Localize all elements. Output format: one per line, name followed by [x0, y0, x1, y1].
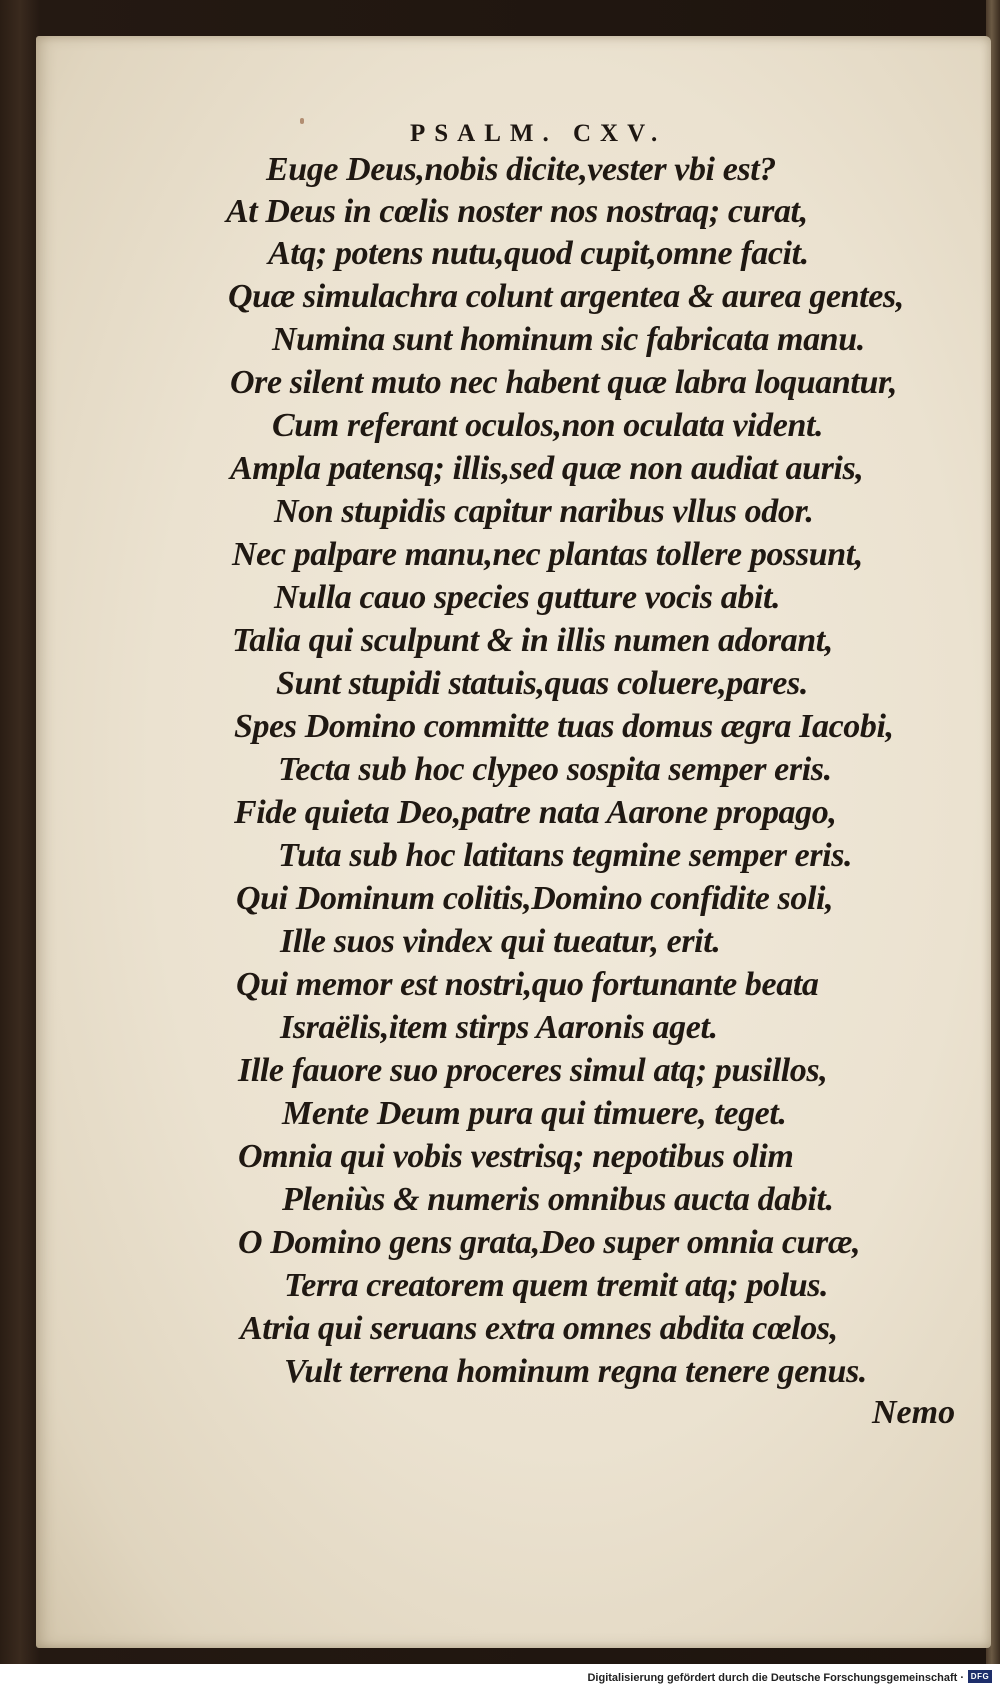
verse-line: Vult terrena hominum regna tenere genus. — [284, 1353, 867, 1390]
verse-line: Euge Deus,nobis dicite,vester vbi est? — [266, 151, 776, 188]
verse-line: Ampla patensq; illis,sed quæ non audiat auris, — [230, 450, 864, 487]
verse-line: At Deus in cœlis noster nos nostraq; curat, — [226, 193, 808, 230]
verse-line: Pleniùs & numeris omnibus aucta dabit. — [282, 1181, 834, 1218]
ink-speck — [300, 118, 304, 124]
verse-line: Talia qui sculpunt & in illis numen adorant, — [232, 622, 833, 659]
verse-line: Israëlis,item stirps Aaronis aget. — [280, 1009, 718, 1046]
verse-line: Nec palpare manu,nec plantas tollere possunt, — [232, 536, 863, 573]
verse-line: Spes Domino committe tuas domus ægra Iacobi, — [234, 708, 894, 745]
verse-line: Nulla cauo species gutture vocis abit. — [274, 579, 781, 616]
verse-line: Mente Deum pura qui timuere, teget. — [282, 1095, 787, 1132]
verse-line: Atria qui seruans extra omnes abdita cœlos, — [240, 1310, 838, 1347]
verse-line: Qui memor est nostri,quo fortunante beata — [236, 966, 819, 1003]
verse-line: Fide quieta Deo,patre nata Aarone propago, — [234, 794, 837, 831]
verse-line: Tecta sub hoc clypeo sospita semper eris. — [278, 751, 832, 788]
verse-line: O Domino gens grata,Deo super omnia curæ, — [238, 1224, 861, 1261]
verse-line: Terra creatorem quem tremit atq; polus. — [284, 1267, 829, 1304]
page-header: PSALM. CXV. — [410, 120, 667, 147]
verse-line: Omnia qui vobis vestrisq; nepotibus olim — [238, 1138, 794, 1175]
verse-line: Qui Dominum colitis,Domino confidite soli, — [236, 880, 834, 917]
verse-line: Quæ simulachra colunt argentea & aurea gentes, — [228, 278, 904, 315]
verse-line: Ore silent muto nec habent quæ labra loquantur, — [230, 364, 898, 401]
verse-line: Cum referant oculos,non oculata vident. — [272, 407, 824, 444]
verse-line: Non stupidis capitur naribus vllus odor. — [274, 493, 814, 530]
dfg-logo: DFG — [968, 1670, 992, 1683]
verse-line: Atq; potens nutu,quod cupit,omne facit. — [268, 235, 809, 272]
verse-line: Ille fauore suo proceres simul atq; pusillos, — [238, 1052, 828, 1089]
verse-line: Tuta sub hoc latitans tegmine semper eris. — [278, 837, 853, 874]
funding-notice: Digitalisierung gefördert durch die Deutsche Forschungsgemeinschaft · — [587, 1672, 964, 1684]
catchword: Nemo — [872, 1394, 956, 1431]
verse-line: Sunt stupidi statuis,quas coluere,pares. — [276, 665, 808, 702]
verse-line: Numina sunt hominum sic fabricata manu. — [272, 321, 865, 358]
verse-line: Ille suos vindex qui tueatur, erit. — [280, 923, 721, 960]
